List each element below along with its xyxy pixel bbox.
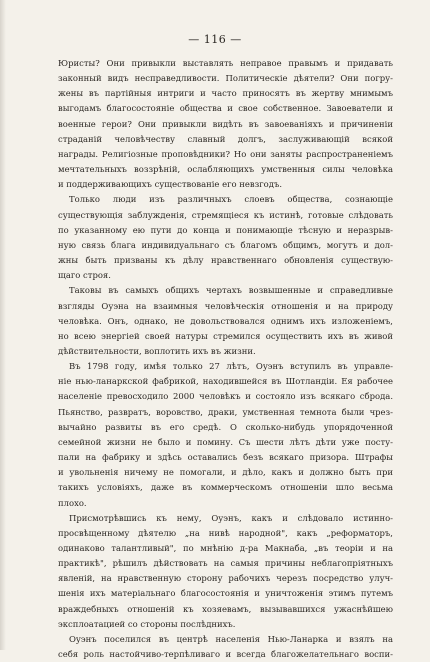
text-line: законный видъ несправедливости. Политическіе дѣятели? Они погру- [58,73,393,84]
text-line: такихъ условіяхъ, даже въ коммерческомъ отношеніи шло весьма [58,482,393,493]
paragraph [58,632,393,662]
text-line: явленій, на нравственную сторону рабочихъ черезъ посредство улуч- [58,573,393,584]
text-line: и увольненія ничему не помогали, и дѣло, какъ и должно быть при [58,467,393,478]
text-line: щаго строя. [58,270,111,281]
text-line: вычайно развиты въ его средѣ. О сколько-нибудь упорядоченной [58,421,393,432]
page-number-header: — 116 — [188,33,242,46]
text-line: и поддерживающихъ существованіе его невзгодъ. [58,179,283,190]
text-line: военные герои? Они привыкли видѣть въ завоеваніяхъ и причиненіи [58,118,393,129]
text-line: населеніе превосходило 2000 человѣкъ и состояло изъ всякаго сброда. [58,391,393,402]
text-line: Присмотрѣвшись къ нему, Оуэнъ, какъ и слѣдовало истинно- [69,512,393,523]
text-line: Юристы? Они привыкли выставлять неправое правымъ и придавать [58,58,393,68]
text-line: себя роль настойчиво-терпѣливаго и всегда благожелательнаго воспи- [58,649,393,660]
text-line: плохо. [58,497,87,508]
text-line: но всею энергіей своей натуры стремился осуществить ихъ въ живой [58,330,393,341]
text-line: награды. Религіозные проповѣдники? Но они заняты распространеніемъ [58,148,393,159]
text-line: Только люди изъ различныхъ слоевъ общества, сознающіе [69,194,393,205]
text-line: семейной жизни не было и помину. Съ шести лѣтъ дѣти уже посту- [58,436,393,447]
text-line: существующія заблужденія, стремящіеся къ истинѣ, готовые слѣдовать [58,209,393,220]
text-line: Въ 1798 году, имѣя только 27 лѣтъ, Оуэнъ вступилъ въ управле- [69,361,393,372]
text-line: пали на фабрику и здѣсь оставались безъ всякаго призора. Штрафы [58,452,393,463]
text-line: человѣка. Онъ, однако, не довольствовался однимъ ихъ изложеніемъ, [58,315,393,326]
text-line: Оуэнъ поселился въ центрѣ населенія Нью-Ланарка и взялъ на [69,633,393,644]
paragraph [58,511,393,632]
text-line: выгодамъ благосостояніе общества и свое собственное. Завоеватели и [58,103,393,114]
text-line: практикѣ", рѣшилъ дѣйствовать на самыя причины неблагопріятныхъ [58,558,393,569]
text-line: страданій человѣчеству славный долгъ, заслуживающій всякой [58,133,393,144]
text-line: взгляды Оуэна на взаимныя человѣческія отношенія и на природу [58,300,393,311]
text-line: эксплоатацией со стороны послѣднихъ. [58,618,236,629]
paragraph [58,192,393,283]
text-line: ніе нью-ланаркской фабрикой, находившейся въ Шотландіи. Ея рабочее [58,376,393,387]
page-edge-shadow [0,0,6,650]
text-line: ную связь блага индивидуальнаго съ благомъ общимъ, могутъ и дол- [58,239,393,250]
text-line: просвѣщенному дѣятелю „на нивѣ народной", какъ „реформаторъ, [58,527,393,538]
text-line: враждебныхъ отношеній къ хозяевамъ, вызывавшихся ужаснѣйшею [58,603,393,614]
text-line: жны быть призваны къ дѣлу нравственнаго обновленія существую- [58,255,393,266]
text-line: по указанному ею пути до конца и понимающіе тѣсную и неразрыв- [58,224,393,235]
text-line: Таковы въ самыхъ общихъ чертахъ возвышенные и справедливые [69,285,393,296]
page-body [58,56,393,662]
paragraph [58,283,393,359]
paragraph [58,359,393,511]
paragraph [58,56,393,192]
text-line: жены въ партійныя интриги и часто приносятъ въ жертву мнимымъ [58,88,393,99]
text-line: дѣйствительности, воплотить ихъ въ жизни. [58,345,256,356]
text-line: шенія ихъ матеріальнаго благосостоянія и уничтоженія этимъ путемъ [58,588,393,599]
text-line: одинаково талантливый", по мнѣнію д-ра Макнаба, „въ теоріи и на [58,543,393,553]
text-line: мечтательныхъ воззрѣній, ослабляющихъ умственныя силы человѣка [58,164,393,175]
text-line: Пьянство, развратъ, воровство, драки, умственная темнота были чрез- [58,406,393,417]
